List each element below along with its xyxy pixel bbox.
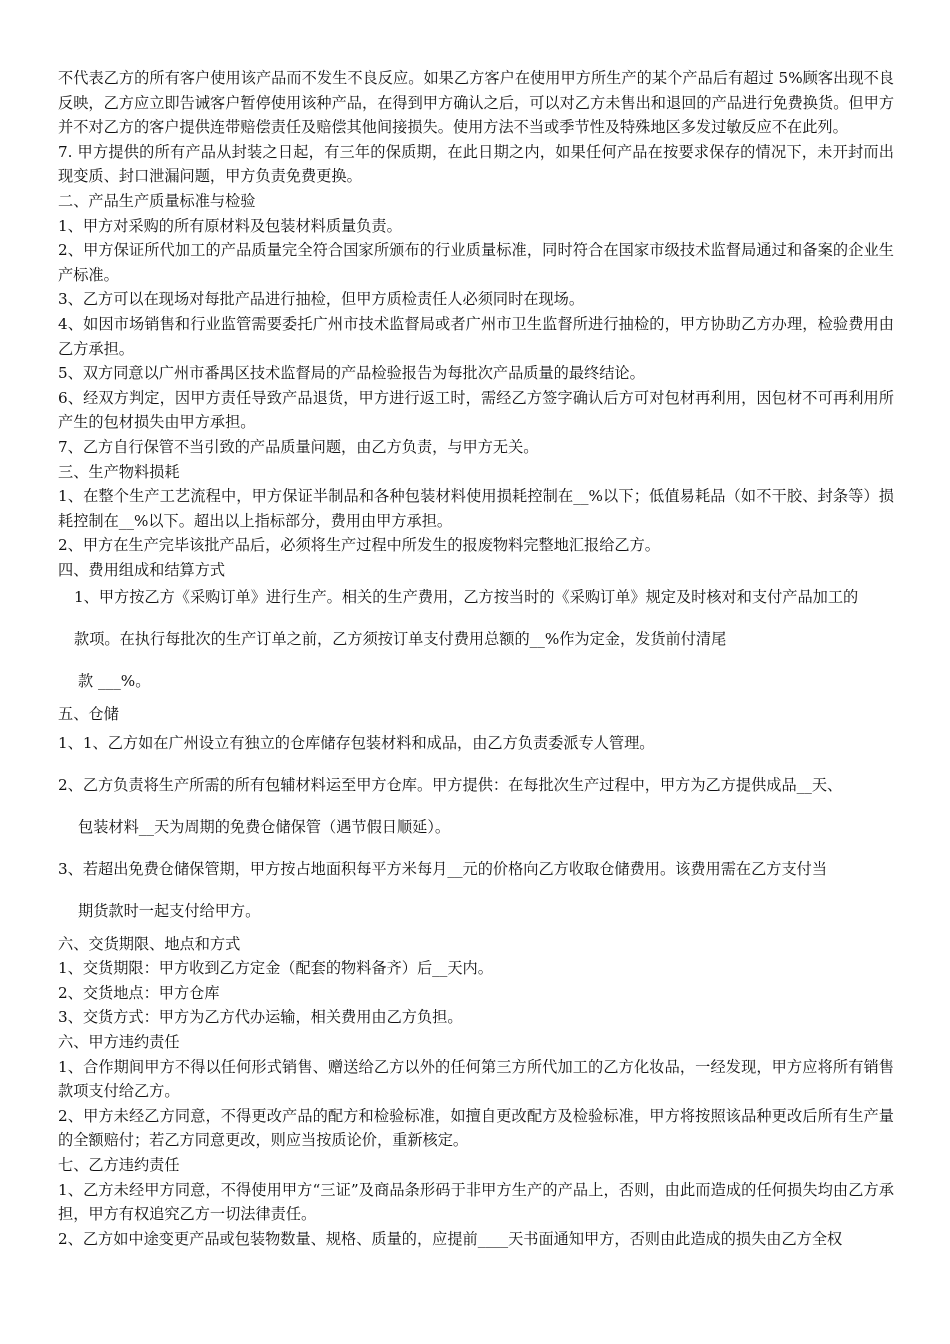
- clause-quality-6: 6、经双方判定，因甲方责任导致产品退货，甲方进行返工时，需经乙方签字确认后方可对包材再利用，因包材不可再利用所产生的包材损失由甲方承担。: [58, 388, 894, 432]
- clause-delivery-3: 3、交货方式：甲方为乙方代办运输，相关费用由乙方负担。: [58, 1008, 463, 1027]
- clause-quality-3: 3、乙方可以在现场对每批产品进行抽检，但甲方质检责任人必须同时在现场。: [58, 290, 585, 309]
- section-heading-quality: 二、产品生产质量标准与检验: [58, 191, 256, 210]
- clause-quality-7: 7、乙方自行保管不当引致的产品质量问题，由乙方负责，与甲方无关。: [58, 437, 539, 456]
- clause-fees-1-line1: 1、甲方按乙方《采购订单》进行生产。相关的生产费用，乙方按当时的《采购订单》规定及时核对和支付产品加工的: [74, 588, 859, 607]
- section-heading-delivery: 六、交货期限、地点和方式: [58, 934, 241, 953]
- section-heading-party-b-liability: 七、乙方违约责任: [58, 1156, 180, 1174]
- clause-fees-1-line3: 款 ___%。: [78, 672, 151, 691]
- clause-b-liability-2: 2、乙方如中途变更产品或包装物数量、规格、质量的，应提前____天书面通知甲方，否则由此造成的损失由乙方全权: [58, 1229, 843, 1248]
- clause-storage-1: 1、1、乙方如在广州设立有独立的仓库储存包装材料和成品，由乙方负责委派专人管理。: [58, 734, 655, 753]
- clause-storage-2-line1: 2、乙方负责将生产所需的所有包辅材料运至甲方仓库。甲方提供：在每批次生产过程中，甲方为乙方提供成品__天、: [58, 775, 843, 794]
- clause-a-liability-2: 2、甲方未经乙方同意，不得更改产品的配方和检验标准，如擅自更改配方及检验标准，甲方将按照该品种更改后所有生产量的全额赔付；若乙方同意更改，则应当按质论价，重新核定。: [58, 1106, 894, 1150]
- clause-b-liability-1: 1、乙方未经甲方同意，不得使用甲方“三证”及商品条形码于非甲方生产的产品上，否则，由此而造成的任何损失均由乙方承担，甲方有权追究乙方一切法律责任。: [58, 1180, 894, 1224]
- clause-storage-3-line1: 3、若超出免费仓储保管期，甲方按占地面积每平方米每月__元的价格向乙方收取仓储费用。该费用需在乙方支付当: [58, 859, 828, 878]
- document-body: [58, 66, 894, 1251]
- clause-storage-2-line2: 包装材料__天为周期的免费仓储保管（遇节假日顺延）。: [78, 817, 451, 836]
- clause-quality-2: 2、甲方保证所代加工的产品质量完全符合国家所颁布的行业质量标准，同时符合在国家市级技术监督局通过和备案的企业生产标准。: [58, 241, 894, 284]
- clause-storage-3-line2: 期货款时一起支付给甲方。: [78, 901, 261, 920]
- paragraph-shelf-life: 7. 甲方提供的所有产品从封装之日起，有三年的保质期，在此日期之内，如果任何产品在按要求保存的情况下，未开封而出现变质、封口泄漏问题，甲方负责免费更换。: [58, 142, 894, 186]
- clause-quality-5: 5、双方同意以广州市番禺区技术监督局的产品检验报告为每批次产品质量的最终结论。: [58, 364, 645, 383]
- clause-a-liability-1: 1、合作期间甲方不得以任何形式销售、赠送给乙方以外的任何第三方所代加工的乙方化妆品，一经发现，甲方应将所有销售款项支付给乙方。: [58, 1057, 894, 1101]
- clause-quality-1: 1、甲方对采购的所有原材料及包装材料质量负责。: [58, 216, 402, 235]
- section-heading-party-a-liability: 六、甲方违约责任: [58, 1033, 180, 1052]
- clause-delivery-1: 1、交货期限：甲方收到乙方定金（配套的物料备齐）后__天内。: [58, 959, 493, 978]
- section-heading-fees: 四、费用组成和结算方式: [58, 560, 226, 579]
- clause-fees-1-line2: 款项。在执行每批次的生产订单之前，乙方须按订单支付费用总额的__%作为定金，发货前付清尾: [74, 630, 727, 649]
- section-heading-storage: 五、仓储: [58, 705, 119, 724]
- clause-loss-2: 2、甲方在生产完毕该批产品后，必须将生产过程中所发生的报废物料完整地汇报给乙方。: [58, 536, 660, 555]
- section-heading-material-loss: 三、生产物料损耗: [58, 462, 180, 481]
- paragraph-adverse-reaction: 不代表乙方的所有客户使用该产品而不发生不良反应。如果乙方客户在使用甲方所生产的某个产品后有超过 5%顾客出现不良反映，乙方应立即告诫客户暂停使用该种产品，在得到甲方确认之后，可以对乙方未售出和退回的产品进行免费换货。但甲方并不对乙方的客户提供连带赔偿责任及赔偿其他间接损失。使用方法不当或季节性及特殊地区多发过敏反应不在此列。: [58, 69, 894, 137]
- clause-quality-4: 4、如因市场销售和行业监管需要委托广州市技术监督局或者广州市卫生监督所进行抽检的，甲方协助乙方办理，检验费用由乙方承担。: [58, 314, 894, 358]
- clause-loss-1: 1、在整个生产工艺流程中，甲方保证半制品和各种包装材料使用损耗控制在__%以下；低值易耗品（如不干胶、封条等）损耗控制在__%以下。超出以上指标部分，费用由甲方承担。: [58, 487, 894, 530]
- clause-delivery-2: 2、交货地点：甲方仓库: [58, 983, 220, 1002]
